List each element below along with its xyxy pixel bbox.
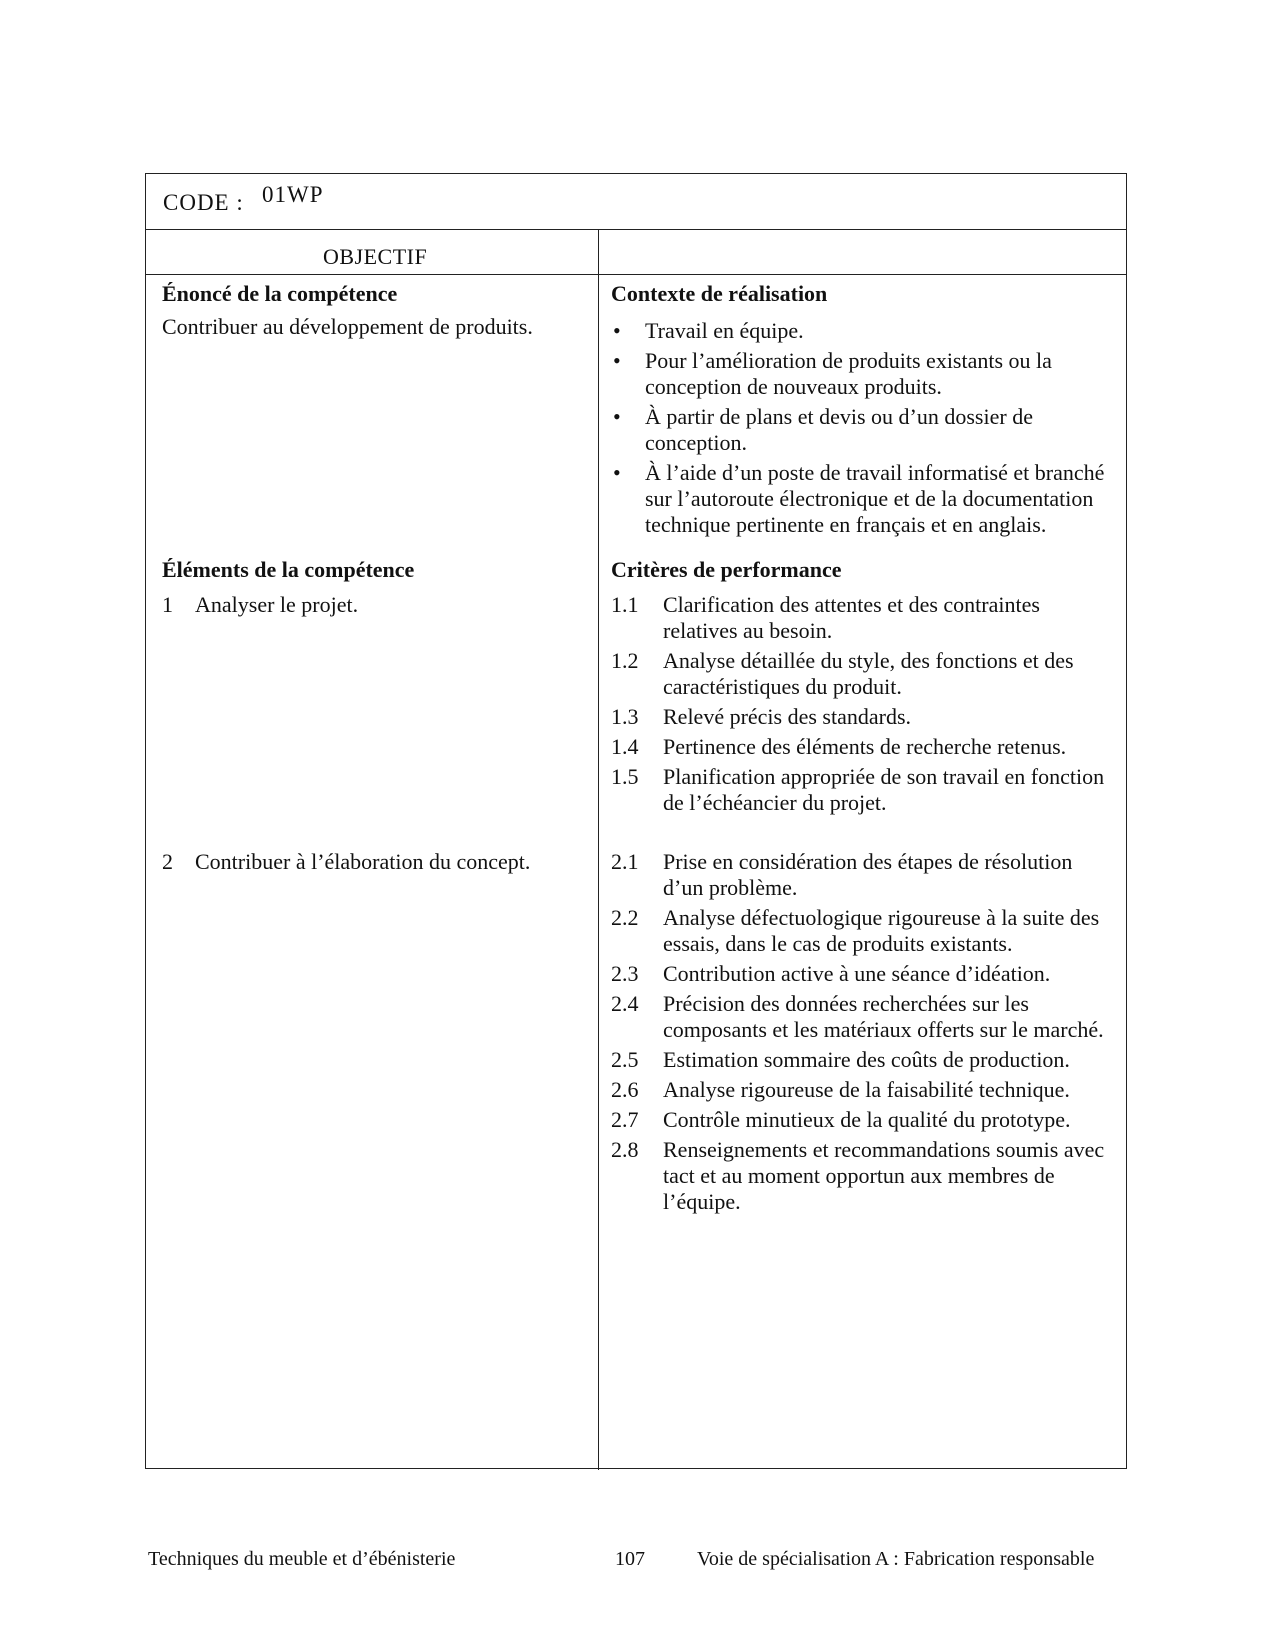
enonce-text: Contribuer au développement de produits.	[162, 314, 533, 339]
bullet-icon: •	[613, 348, 621, 373]
footer-left: Techniques du meuble et d’ébénisterie	[148, 1548, 456, 1570]
bullet-icon: •	[613, 318, 621, 343]
criterion-item: 1.4 Pertinence des éléments de recherche retenus.	[611, 734, 1067, 759]
contexte-title: Contexte de réalisation	[611, 281, 828, 306]
criterion-item: 2.1 Prise en considération des étapes de résolution d’un problème.	[611, 849, 1073, 900]
left-column	[162, 274, 592, 874]
elements-title: Éléments de la compétence	[162, 557, 415, 582]
criterion-item: 2.5 Estimation sommaire des coûts de production.	[611, 1047, 1070, 1072]
criteres-group-2	[611, 849, 1116, 1219]
code-label: CODE :	[163, 190, 244, 215]
element-number: 1	[162, 592, 173, 617]
criterion-item: 2.4 Précision des données recherchées sur les composants et les matériaux offerts sur le marché.	[611, 991, 1104, 1042]
right-column	[611, 274, 1116, 1214]
criterion-item: 2.6 Analyse rigoureuse de la faisabilité technique.	[611, 1077, 1070, 1102]
element-text: Analyser le projet.	[195, 592, 359, 617]
element-item-1	[162, 592, 592, 618]
footer-right: Voie de spécialisation A : Fabrication responsable	[697, 1548, 1095, 1570]
criterion-item: 2.8 Renseignements et recommandations soumis avec tact et au moment opportun aux membres de l’équipe.	[611, 1137, 1105, 1214]
code-row	[146, 174, 1126, 230]
column-divider	[598, 230, 599, 1470]
criterion-item: 2.3 Contribution active à une séance d’idéation.	[611, 961, 1051, 986]
list-item: • Pour l’amélioration de produits existants ou la conception de nouveaux produits.	[613, 348, 1052, 399]
competency-table	[145, 173, 1127, 1469]
criterion-item: 2.2 Analyse défectuologique rigoureuse à la suite des essais, dans le cas de produits existants.	[611, 905, 1100, 956]
element-item-2	[162, 849, 592, 875]
enonce-title: Énoncé de la compétence	[162, 281, 398, 306]
criterion-item: 1.1 Clarification des attentes et des contraintes relatives au besoin.	[611, 592, 1040, 643]
criteres-group-1	[611, 592, 1116, 820]
element-text: Contribuer à l’élaboration du concept.	[195, 849, 531, 874]
element-number: 2	[162, 849, 173, 874]
criterion-item: 1.3 Relevé précis des standards.	[611, 704, 912, 729]
objectif-heading: OBJECTIF	[323, 244, 428, 269]
criterion-item: 1.5 Planification appropriée de son travail en fonction de l’échéancier du projet.	[611, 764, 1105, 815]
contexte-list	[611, 318, 1116, 538]
criteres-title: Critères de performance	[611, 557, 842, 582]
bullet-icon: •	[613, 404, 621, 429]
bullet-icon: •	[613, 460, 621, 485]
list-item: • À l’aide d’un poste de travail informatisé et branché sur l’autoroute électronique et de la documentation technique pertinente en français et en anglais.	[613, 460, 1105, 537]
page-number: 107	[615, 1548, 645, 1570]
criterion-item: 2.7 Contrôle minutieux de la qualité du prototype.	[611, 1107, 1071, 1132]
list-item: • Travail en équipe.	[613, 318, 804, 343]
code-value: 01WP	[262, 182, 324, 207]
criterion-item: 1.2 Analyse détaillée du style, des fonctions et des caractéristiques du produit.	[611, 648, 1074, 699]
list-item: • À partir de plans et devis ou d’un dossier de conception.	[613, 404, 1033, 455]
